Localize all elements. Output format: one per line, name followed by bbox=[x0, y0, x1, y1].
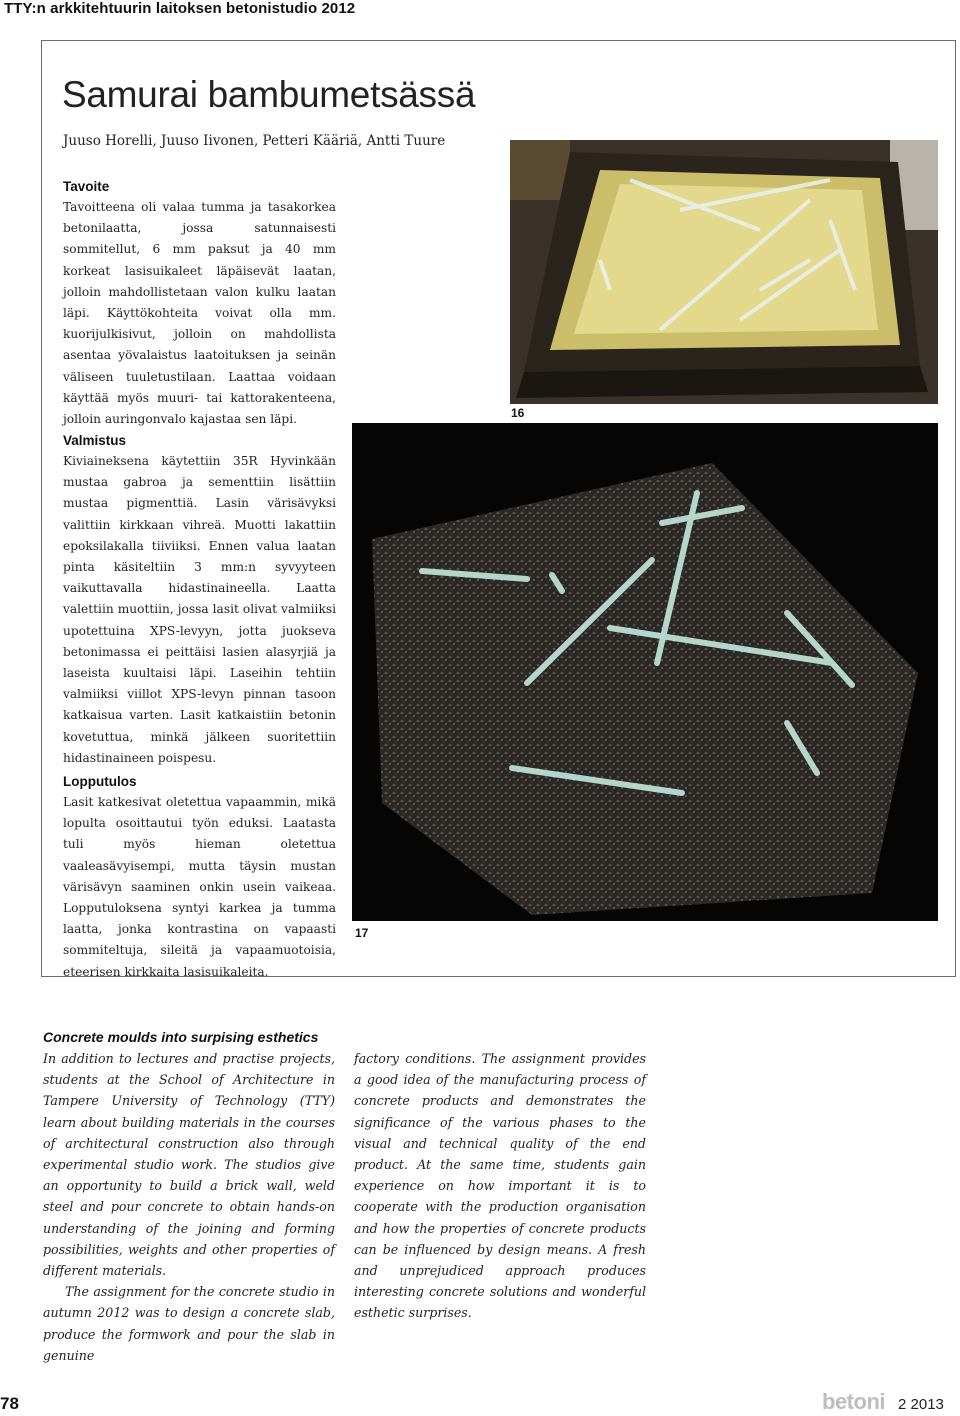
page-number: 78 bbox=[0, 1394, 19, 1413]
section-text: Lasit katkesivat oletettua vapaammin, mikä lopulta osoittautui työn eduksi. Laatasta tuli myös hieman oletettua vaaleasävyisempi, mutta täysin mustan värisävyn saaminen onkin usein vaikeaa. Lopputuloksena syntyi karkea ja tumma laatta, jonka kontrastina on vapaasti sommiteltuja, sileitä ja vapaamuotoisia, eteerisen kirkkaita lasisuikaleita. bbox=[63, 795, 336, 979]
photo-mould bbox=[510, 140, 938, 404]
section-heading: Tavoite bbox=[63, 179, 110, 194]
slab-illustration bbox=[352, 423, 938, 921]
figure-number: 17 bbox=[355, 926, 369, 940]
section-production bbox=[63, 430, 336, 769]
running-header: TTY:n arkkitehtuurin laitoksen betonistudio 2012 bbox=[4, 0, 356, 17]
section-text: Kiviaineksena käytettiin 35R Hyvinkään mustaa gabroa ja sementtiin lisättiin mustaa pigmenttiä. Lasin värisävyksi valittiin kirkkaan vihreä. Muotti lakattiin epoksilakalla tiiviiksi. Ennen valua laatan pinta käsiteltiin 3 mm:n syvyyteen vaikuttavalla hidastinaineella. Laatta valettiin muottiin, jossa lasit olivat valmiiksi upotettuina XPS-levyyn, jotta juokseva betonimassa ei peittäisi lasien alasyrjiä ja laseista kuultaisi läpi. Laseihin tehtiin valmiiksi viillot XPS-levyn pinnan tasoon katkaisua varten. Lasit katkaistiin betonin kovetuttua, minkä jälkeen suoritettiin hidastinaineen poispesu. bbox=[63, 454, 336, 765]
section-heading: Lopputulos bbox=[63, 774, 137, 789]
photo-slab bbox=[352, 423, 938, 921]
english-paragraph: factory conditions. The assignment provides a good idea of the manufacturing process of concrete products and demonstrates the significance of the various phases to the visual and technical quality of the end product. At the same time, students gain experience on how important it is to cooperate with the production organisation and how the properties of concrete products can be influenced by design means. A fresh and unprejudiced approach produces interesting concrete solutions and wonderful esthetic surprises. bbox=[354, 1051, 646, 1321]
section-goal bbox=[63, 176, 336, 430]
section-heading: Valmistus bbox=[63, 433, 127, 448]
issue-number: 2 2013 bbox=[898, 1396, 944, 1413]
english-heading: Concrete moulds into surpising esthetics bbox=[43, 1029, 319, 1045]
magazine-logo: betoni bbox=[822, 1389, 885, 1414]
article-authors: Juuso Horelli, Juuso Iivonen, Petteri Kääriä, Antti Tuure bbox=[63, 133, 446, 149]
article-title: Samurai bambumetsässä bbox=[62, 74, 476, 115]
english-paragraph: In addition to lectures and practise projects, students at the School of Architecture in Tampere University of Technology (TTY) learn about building materials in the courses of architectural construction also through experimental studio work. The studios give an opportunity to build a brick wall, weld steel and pour concrete to obtain hands-on understanding of the joining and forming possibilities, weights and other properties of different materials. bbox=[43, 1051, 335, 1279]
english-column-1 bbox=[43, 1027, 335, 1366]
english-paragraph: The assignment for the concrete studio in autumn 2012 was to design a concrete slab, produce the formwork and pour the slab in genuine bbox=[43, 1284, 335, 1363]
section-result bbox=[63, 771, 336, 983]
mould-illustration bbox=[510, 140, 938, 404]
section-text: Tavoitteena oli valaa tumma ja tasakorkea betonilaatta, jossa satunnaisesti sommitellut, 6 mm paksut ja 40 mm korkeat lasisuikaleet läpäisevät laatan, jolloin mahdollistetaan valon kulku laatan läpi. Käyttökohteita voivat olla mm. kuorijulkisivut, jolloin on mahdollista asentaa yövalaistus laatoituksen ja seinän väliseen tuuletustilaan. Laattaa voidaan käyttää myös muuri- tai kattorakenteena, jolloin auringonvalo kajastaa sen läpi. bbox=[63, 200, 336, 427]
figure-number: 16 bbox=[511, 406, 525, 420]
english-column-2 bbox=[354, 1048, 646, 1324]
